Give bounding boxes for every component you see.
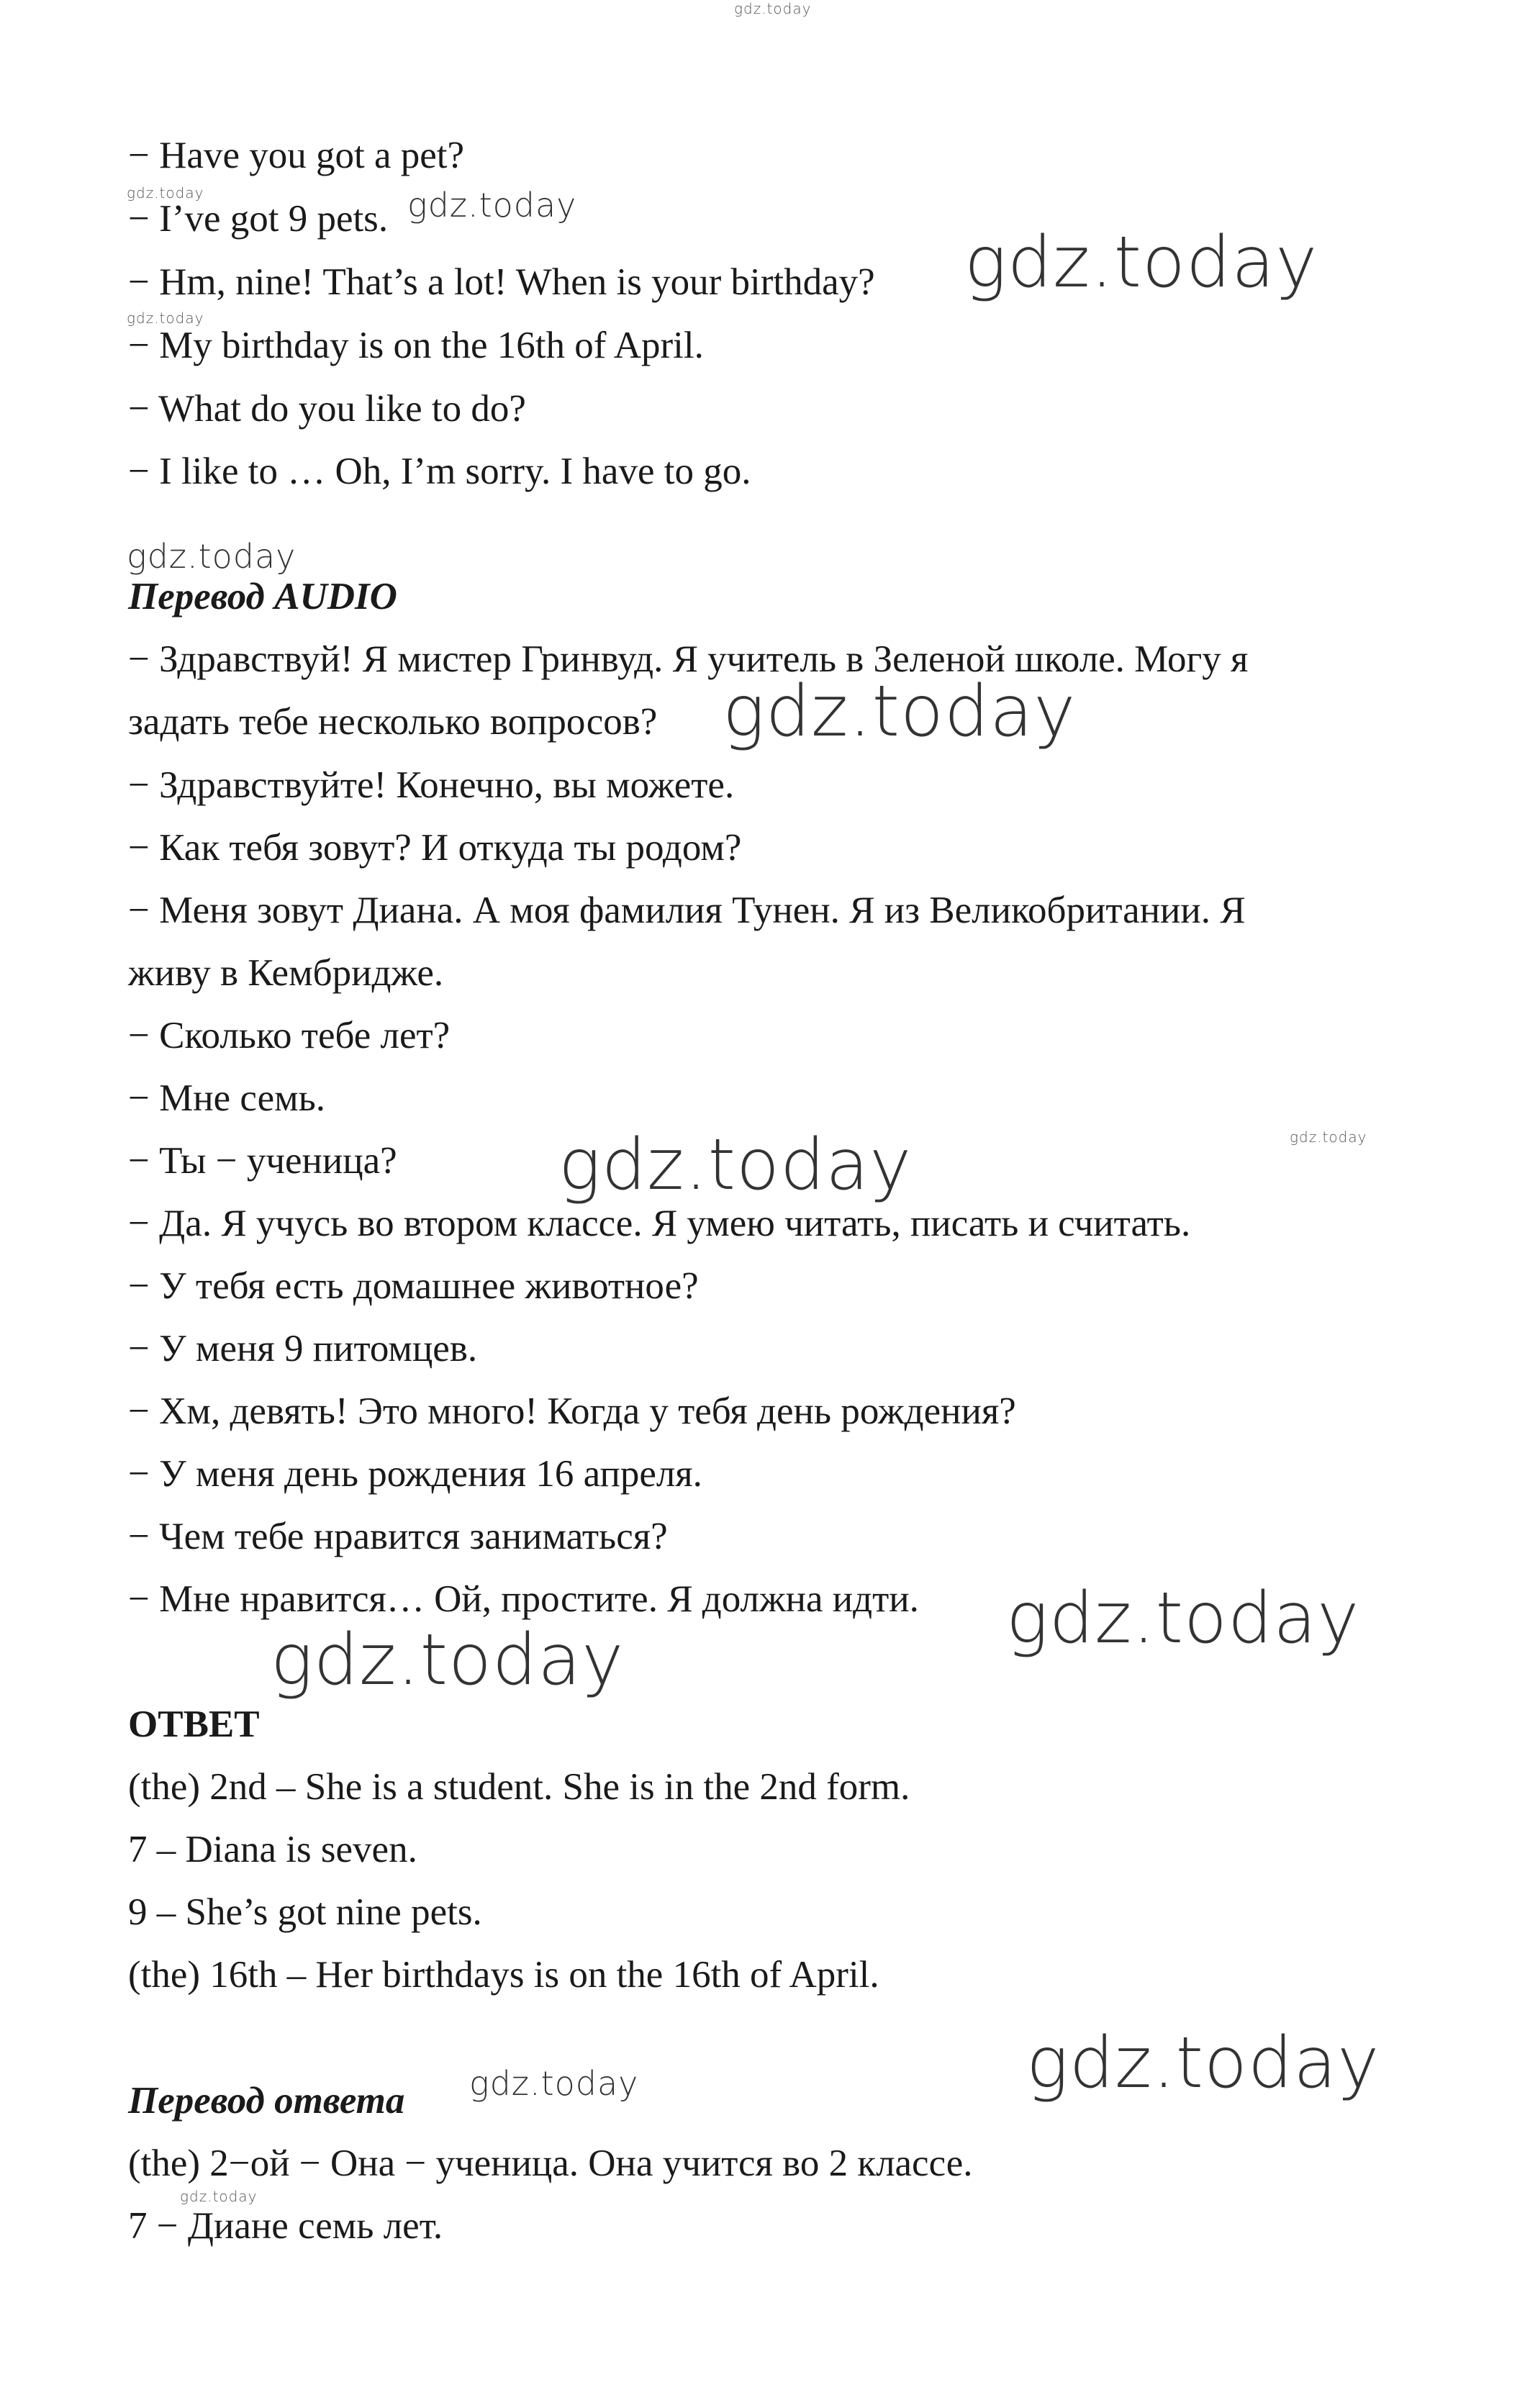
dialogue-line: − My birthday is on the 16th of April. (128, 325, 704, 366)
watermark-large: gdz.today (723, 671, 1077, 753)
translation-line: − У тебя есть домашнее животное? (128, 1265, 699, 1307)
watermark-large: gdz.today (558, 1124, 913, 1206)
watermark-medium: gdz.today (407, 186, 577, 225)
translation-line: − Здравствуй! Я мистер Гринвуд. Я учитель в Зеленой школе. Могу я (128, 638, 1249, 680)
watermark-large: gdz.today (1006, 1578, 1360, 1660)
translation-heading: Перевод AUDIO (128, 576, 397, 617)
answer-line: (the) 16th – Her birthdays is on the 16th of April. (128, 1954, 879, 1996)
watermark-small: gdz.today (180, 2188, 258, 2205)
answer-line: (the) 2nd – She is a student. She is in the 2nd form. (128, 1766, 910, 1808)
translation-line: − Меня зовут Диана. А моя фамилия Тунен. Я из Великобритании. Я (128, 890, 1246, 931)
dialogue-line: − I like to … Oh, I’m sorry. I have to go. (128, 451, 751, 492)
watermark-small: gdz.today (127, 309, 204, 327)
dialogue-line: − What do you like to do? (128, 388, 526, 430)
translation-line: − Да. Я учусь во втором классе. Я умею читать, писать и считать. (128, 1203, 1191, 1244)
translation-line: − Хм, девять! Это много! Когда у тебя день рождения? (128, 1390, 1016, 1432)
answer-translation-heading: Перевод ответа (128, 2080, 405, 2122)
answer-line: 7 – Diana is seven. (128, 1829, 417, 1870)
translation-line: − Чем тебе нравится заниматься? (128, 1516, 668, 1557)
translation-line: − Здравствуйте! Конечно, вы можете. (128, 764, 735, 806)
answer-line: 9 – She’s got nine pets. (128, 1891, 482, 1933)
answer-translation-line: 7 − Диане семь лет. (128, 2205, 443, 2247)
watermark-medium: gdz.today (469, 2064, 639, 2103)
answer-heading: ОТВЕТ (128, 1703, 260, 1745)
watermark-large: gdz.today (271, 1619, 625, 1701)
translation-line: задать тебе несколько вопросов? (128, 701, 658, 743)
dialogue-line: − I’ve got 9 pets. (128, 198, 389, 240)
dialogue-line: − Have you got a pet? (128, 135, 464, 176)
translation-line: − Как тебя зовут? И откуда ты родом? (128, 827, 742, 869)
watermark-top: gdz.today (734, 0, 812, 17)
dialogue-line: − Hm, nine! That’s a lot! When is your birthday? (128, 261, 875, 303)
translation-line: − Сколько тебе лет? (128, 1015, 451, 1056)
watermark-small: gdz.today (1290, 1128, 1367, 1146)
watermark-medium: gdz.today (127, 537, 297, 576)
translation-line: − У меня 9 питомцев. (128, 1328, 478, 1370)
translation-line: − Мне семь. (128, 1077, 326, 1119)
watermark-large: gdz.today (964, 222, 1318, 304)
watermark-large: gdz.today (1026, 2022, 1380, 2104)
translation-line: − Мне нравится… Ой, простите. Я должна идти. (128, 1578, 919, 1620)
answer-translation-line: (the) 2−ой − Она − ученица. Она учится во 2 классе. (128, 2142, 973, 2184)
translation-line: − У меня день рождения 16 апреля. (128, 1453, 702, 1495)
translation-line: − Ты − ученица? (128, 1140, 397, 1182)
watermark-small: gdz.today (127, 184, 204, 202)
translation-line: живу в Кембридже. (128, 952, 444, 994)
